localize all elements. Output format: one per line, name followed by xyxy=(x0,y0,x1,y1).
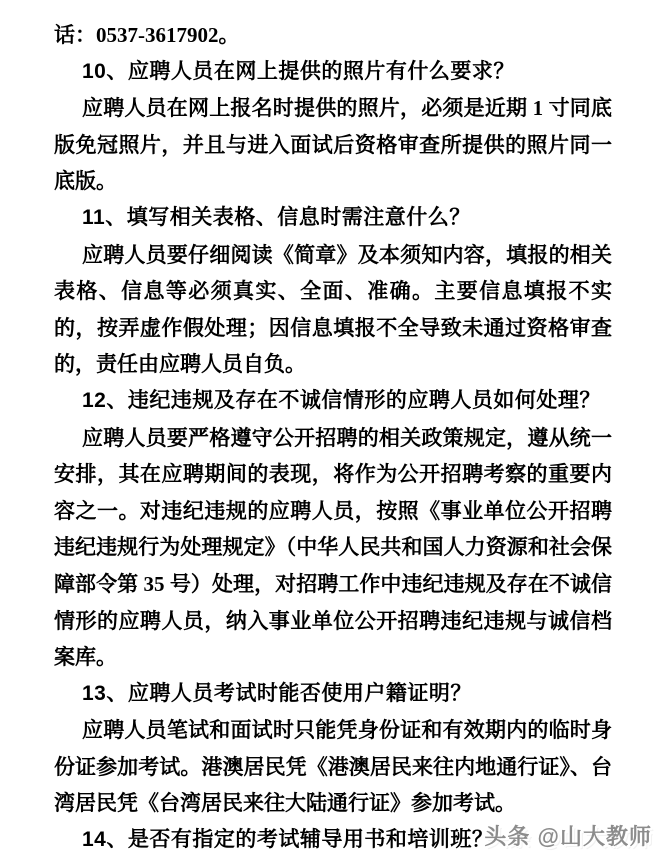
faq-question-heading: 13、应聘人员考试时能否使用户籍证明？ xyxy=(82,681,472,705)
faq-question-heading: 11、填写相关表格、信息时需注意什么？ xyxy=(82,205,471,229)
faq-answer-paragraph: 应聘人员在网上报名时提供的照片，必须是近期 1 寸同底版免冠照片，并且与进入面试后资格审查所提供的照片同一底版。 xyxy=(54,96,612,194)
faq-answer-paragraph: 应聘人员笔试和面试时只能凭身份证和有效期内的临时身份证参加考试。港澳居民凭《港澳居民来往内地通行证》、台湾居民凭《台湾居民来往大陆通行证》参加考试。 xyxy=(54,718,612,816)
faq-question-heading: 14、是否有指定的考试辅导用书和培训班？ xyxy=(82,828,494,852)
faq-question-heading: 10、应聘人员在网上提供的照片有什么要求？ xyxy=(82,59,515,83)
faq-question-heading: 12、违纪违规及存在不诚信情形的应聘人员如何处理？ xyxy=(82,388,601,412)
faq-answer-paragraph: 应聘人员要仔细阅读《简章》及本须知内容，填报的相关表格、信息等必须真实、全面、准确。主要信息填报不实的，按弄虚作假处理；因信息填报不全导致未通过资格审查的，责任由应聘人员自负。 xyxy=(54,242,612,377)
watermark-toutiao: 头条 @山大教师 xyxy=(484,824,652,849)
faq-answer-paragraph: 应聘人员要严格遵守公开招聘的相关政策规定，遵从统一安排，其在应聘期间的表现，将作为公开招聘考察的重要内容之一。对违纪违规的应聘人员，按照《事业单位公开招聘违纪违规行为处理规定》（中华人民共和国人力资源和社会保障部令第 35 号）处理，对招聘工作中违纪违规及存在不诚信情形的应聘人员，纳入事业单位公开招聘违纪违规与诚信档案库。 xyxy=(54,425,612,670)
document-body xyxy=(54,17,612,857)
faq-answer-paragraph: 话：0537-3617902。 xyxy=(54,23,240,47)
